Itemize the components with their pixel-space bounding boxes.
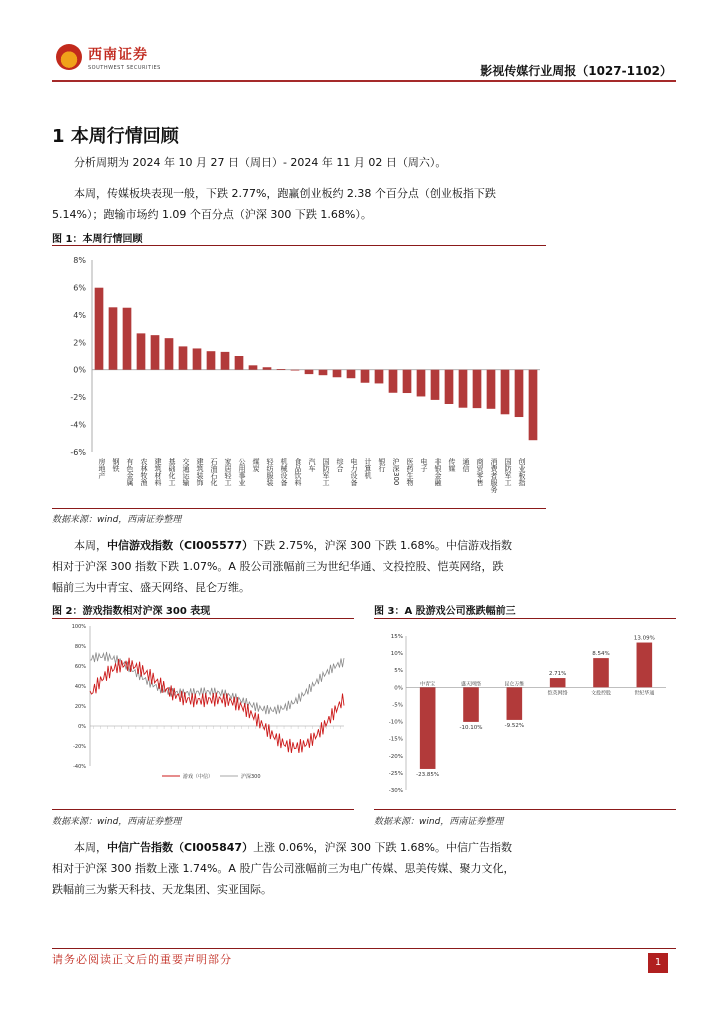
bar xyxy=(637,643,653,688)
bar xyxy=(403,370,412,393)
y-tick-label: 10% xyxy=(390,651,403,658)
bar xyxy=(333,370,342,378)
figure1-top-rule xyxy=(52,245,546,246)
x-tick-label: 房地产 xyxy=(98,458,106,479)
x-tick-label: 商贸零售 xyxy=(476,458,484,486)
ad-index-name: 中信广告指数（CI005847） xyxy=(107,841,254,854)
ad-line-3: 跌幅前三为紫天科技、天龙集团、实亚国际。 xyxy=(52,883,272,896)
bar xyxy=(501,370,510,415)
game-line-1-rest: 下跌 2.75%，沪深 300 下跌 1.68%。中信游戏指数 xyxy=(253,539,512,552)
y-tick-label: -30% xyxy=(388,788,403,794)
x-tick-label: 机械设备 xyxy=(280,458,288,486)
paragraph-summary xyxy=(52,183,676,225)
x-tick-label: 建筑装饰 xyxy=(196,458,204,486)
bar xyxy=(420,687,436,769)
x-tick-label: 电力设备 xyxy=(350,458,358,486)
brand-name: 西南证券 xyxy=(88,47,148,63)
bar xyxy=(361,370,370,383)
bar xyxy=(109,307,118,369)
bar xyxy=(347,370,356,379)
ad-line-1 xyxy=(52,837,676,858)
ad-line-1-rest: 上涨 0.06%，沪深 300 下跌 1.68%。中信广告指数 xyxy=(253,841,512,854)
y-tick-label: -6% xyxy=(70,448,86,457)
y-tick-label: 100% xyxy=(71,624,86,630)
y-tick-label: 0% xyxy=(78,724,86,730)
x-tick-label: 通信 xyxy=(462,458,470,472)
x-tick-label: 盛天网络 xyxy=(460,681,482,688)
footer-divider xyxy=(52,948,676,949)
game-line-1 xyxy=(52,535,676,556)
x-tick-label: 文投控股 xyxy=(590,690,612,697)
bar xyxy=(417,370,426,397)
game-prefix: 本周， xyxy=(74,539,107,552)
x-tick-label: 建筑材料 xyxy=(154,458,162,486)
x-tick-label: 家居轻工 xyxy=(224,458,232,486)
bar xyxy=(165,338,174,370)
y-tick-label: -20% xyxy=(388,753,403,760)
game-line-2: 相对于沪深 300 指数下跌 1.07%。A 股公司涨幅前三为世纪华通、文投控股、恺英网络，跌 xyxy=(52,560,504,573)
bar xyxy=(431,370,440,400)
bar xyxy=(305,370,314,374)
bar xyxy=(319,370,328,375)
page-number: 1 xyxy=(648,953,668,973)
bar xyxy=(445,370,454,404)
x-tick-label: 轻纺服装 xyxy=(266,458,274,486)
figure2-bottom-rule xyxy=(52,809,354,810)
period-text: 分析周期为 2024 年 10 月 27 日（周日）- 2024 年 11 月 02 日（周六）。 xyxy=(74,156,447,169)
x-tick-label: 基础化工 xyxy=(168,458,176,486)
y-tick-label: 4% xyxy=(73,310,86,320)
bar xyxy=(137,333,146,369)
y-tick-label: 8% xyxy=(73,256,86,265)
data-label: 8.54% xyxy=(592,651,610,658)
x-tick-label: 有色金属 xyxy=(126,458,134,486)
x-tick-label: 传媒 xyxy=(448,458,456,472)
data-label: -9.52% xyxy=(504,722,525,729)
y-tick-label: -2% xyxy=(70,393,86,403)
figure2-caption: 图 2：游戏指数相对沪深 300 表现 xyxy=(52,606,211,617)
y-tick-label: 5% xyxy=(394,668,403,675)
figure3-top-rule xyxy=(374,618,676,619)
summary-line-1: 本周，传媒板块表现一般，下跌 2.77%，跑赢创业板约 2.38 个百分点（创业板指下跌 xyxy=(74,187,496,200)
summary-line-2: 5.14%）；跑输市场约 1.09 个百分点（沪深 300 下跌 1.68%）。 xyxy=(52,208,372,221)
bar xyxy=(151,335,160,370)
game-line-3: 幅前三为中青宝、盛天网络、昆仑万维。 xyxy=(52,581,250,594)
y-tick-label: 15% xyxy=(390,634,403,640)
x-tick-label: 世纪华通 xyxy=(634,690,655,697)
y-tick-label: -25% xyxy=(388,770,403,777)
footer-disclaimer: 请务必阅读正文后的重要声明部分 xyxy=(52,953,232,966)
bar xyxy=(123,308,132,370)
brand-name-en: SOUTHWEST SECURITIES xyxy=(88,65,161,71)
industry-returns-chart xyxy=(52,248,546,506)
figure2-top-rule xyxy=(52,618,354,619)
x-tick-label: 银行 xyxy=(378,458,386,472)
series-line-game xyxy=(90,658,344,753)
x-tick-label: 钢铁 xyxy=(112,458,120,472)
bar xyxy=(550,678,566,687)
x-tick-label: 综合 xyxy=(336,458,344,472)
paragraph-ad-index xyxy=(52,837,676,900)
bar xyxy=(95,288,104,370)
y-tick-label: 40% xyxy=(74,684,86,690)
data-label: -10.10% xyxy=(459,724,483,731)
bar xyxy=(529,370,538,440)
game-top-movers-chart xyxy=(374,620,676,808)
figure1-caption: 图 1：本周行情回顾 xyxy=(52,234,143,245)
data-label: -23.85% xyxy=(416,771,440,778)
data-label: 2.71% xyxy=(548,671,567,678)
bar xyxy=(459,370,468,408)
bar xyxy=(221,352,230,370)
x-tick-label: 非银金融 xyxy=(434,458,442,486)
x-tick-label: 沪深300 xyxy=(392,458,400,486)
y-tick-label: -20% xyxy=(73,744,86,750)
section-title: 1 本周行情回顾 xyxy=(52,126,179,147)
bar xyxy=(507,687,523,720)
figure3-bottom-rule xyxy=(374,809,676,810)
bar xyxy=(487,370,496,409)
x-tick-label: 农林牧渔 xyxy=(140,458,148,486)
y-tick-label: -40% xyxy=(73,764,86,770)
x-tick-label: 中青宝 xyxy=(420,681,436,688)
y-tick-label: -4% xyxy=(70,420,86,430)
x-tick-label: 汽车 xyxy=(308,458,316,472)
bar xyxy=(593,658,609,687)
y-tick-label: 2% xyxy=(73,338,86,348)
ad-prefix: 本周， xyxy=(74,841,107,854)
y-tick-label: 80% xyxy=(74,644,86,650)
y-tick-label: -5% xyxy=(392,702,403,709)
bar xyxy=(179,346,188,369)
figure3-caption: 图 3：A 股游戏公司涨跌幅前三 xyxy=(374,606,516,617)
figure1-bottom-rule xyxy=(52,508,546,509)
x-tick-label: 国防军工 xyxy=(322,458,330,486)
legend-label-game: 游戏（中信） xyxy=(183,774,214,780)
paragraph-period xyxy=(52,152,676,173)
game-index-name: 中信游戏指数（CI005577） xyxy=(107,539,254,552)
y-tick-label: 20% xyxy=(74,704,86,710)
x-tick-label: 计算机 xyxy=(364,458,372,479)
bar xyxy=(235,356,244,370)
x-tick-label: 公用事业 xyxy=(238,458,246,486)
x-tick-label: 恺英网络 xyxy=(547,690,568,697)
bar xyxy=(515,370,524,417)
bar xyxy=(277,369,286,370)
y-tick-label: 0% xyxy=(73,365,86,375)
x-tick-label: 国防军工 xyxy=(504,458,512,486)
x-tick-label: 交通运输 xyxy=(182,458,190,486)
ad-line-2: 相对于沪深 300 指数上涨 1.74%。A 股广告公司涨幅前三为电广传媒、思美传媒、聚力文化， xyxy=(52,862,515,875)
x-tick-label: 煤炭 xyxy=(252,458,260,472)
report-title: 影视传媒行业周报（1027-1102） xyxy=(480,64,672,78)
x-tick-label: 食品饮料 xyxy=(294,458,302,486)
figure2-source: 数据来源：wind，西南证券整理 xyxy=(52,817,182,827)
figure1-source: 数据来源：wind，西南证券整理 xyxy=(52,515,182,525)
bar xyxy=(207,351,216,370)
figure3-source: 数据来源：wind，西南证券整理 xyxy=(374,817,504,827)
y-tick-label: 0% xyxy=(394,685,403,692)
x-tick-label: 消费者服务 xyxy=(490,458,498,493)
x-tick-label: 创业板指 xyxy=(518,458,526,486)
bar xyxy=(249,365,258,369)
bar xyxy=(263,367,272,369)
game-vs-hs300-chart xyxy=(52,620,354,808)
y-tick-label: 6% xyxy=(73,283,86,293)
bar xyxy=(291,370,300,371)
y-tick-label: -10% xyxy=(388,719,403,726)
bar xyxy=(473,370,482,408)
bar xyxy=(389,370,398,393)
x-tick-label: 石油石化 xyxy=(210,458,218,486)
x-tick-label: 医药生物 xyxy=(406,458,414,486)
x-tick-label: 昆仑万维 xyxy=(504,681,525,688)
bar xyxy=(375,370,384,384)
legend-label-hs300: 沪深300 xyxy=(241,774,261,780)
y-tick-label: -15% xyxy=(388,736,403,743)
series-line-hs300 xyxy=(90,652,344,714)
bar xyxy=(463,687,479,722)
y-tick-label: 60% xyxy=(74,664,86,670)
paragraph-game-index xyxy=(52,535,676,598)
brand-logo-icon xyxy=(56,44,82,70)
header-divider xyxy=(52,80,676,82)
bar xyxy=(193,348,202,369)
x-tick-label: 电子 xyxy=(420,458,428,472)
data-label: 13.09% xyxy=(633,635,655,642)
